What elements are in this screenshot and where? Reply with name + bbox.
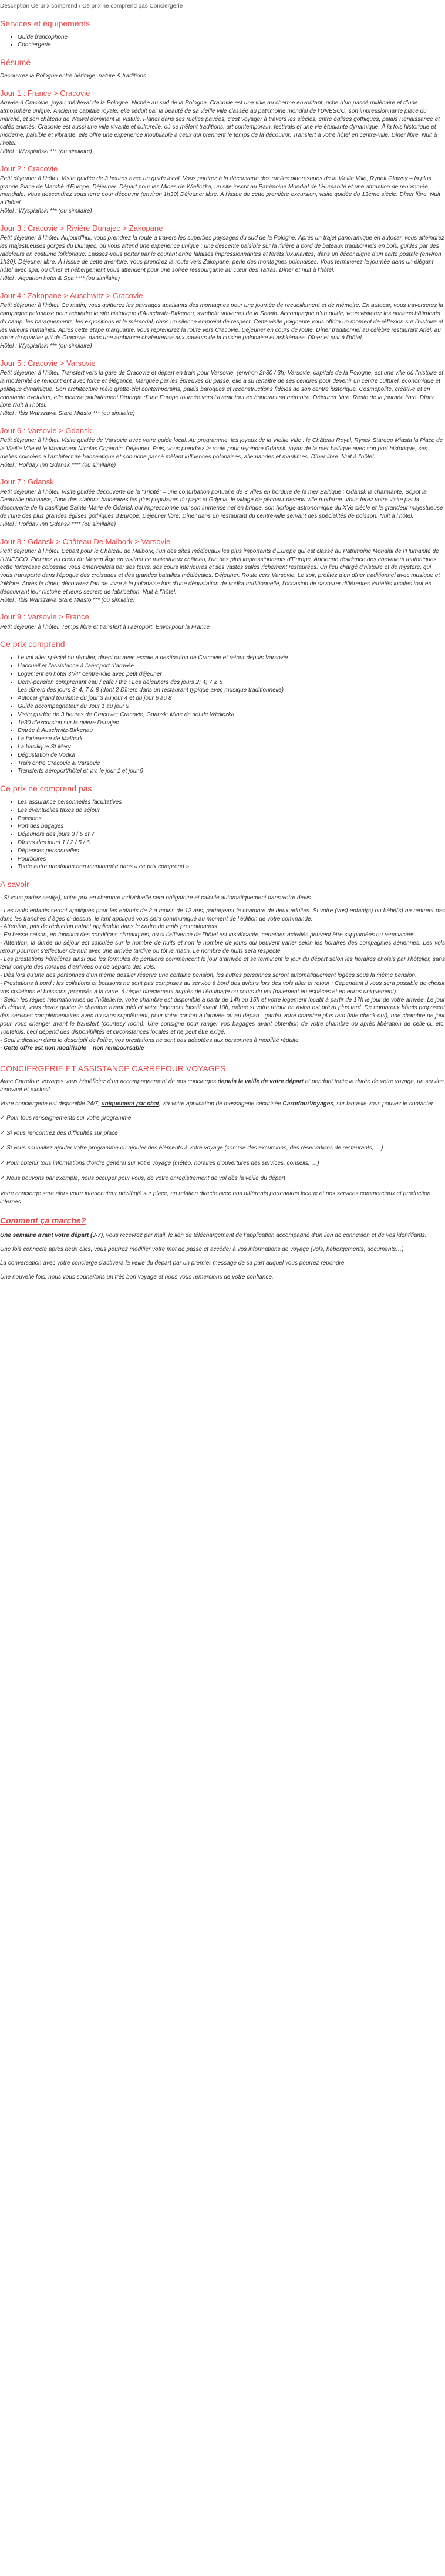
comment-title: Comment ça marche? — [0, 1216, 86, 1226]
services-list — [0, 33, 445, 50]
check-item: ✓ Si vous souhaitez ajouter votre programme ou ajouter des éléments à votre voyage (comme des excursions, des réservations de restaurants, …) — [0, 1145, 383, 1152]
text-span: , via votre application de messagerie sécurisée — [159, 1101, 283, 1108]
text-span: Avec Carrefour Voyages vous bénéficiez d’un accompagnement de nos concierges — [0, 1078, 218, 1085]
list-item: • Conciergerie — [18, 41, 445, 49]
check-item: ✓ Nous pouvons par exemple, nous occuper pour vous, de votre enregistrement de vol dès la veille du départ — [0, 1175, 285, 1182]
carrefour-concierge: Votre concierge sera alors votre interlocuteur privilégié sur place, en relation directe avec nos différents partenaires locaux et nos services commerciaux et production internes. — [0, 1190, 431, 1205]
asavoir-line: - Les tarifs enfants seront appliqués pour les enfants de 2 à moins de 12 ans, partageant la chambre de deux adultes. Si votre (vos) enfant(s) ou bébé(s) ne rentrent pas dans les tranches d’âges ci-dessus, le tarif appliqué vous sera communiqué au moment de l’édition de votre commande. — [0, 907, 445, 922]
includes-list — [0, 654, 445, 776]
day-8 — [0, 537, 445, 605]
day-title: Jour 1 : France > Cracovie — [0, 88, 90, 97]
day-hotel: Hôtel : Wyspiański *** (ou similaire) — [0, 208, 92, 215]
asavoir-line: - Seul indication dans le descriptif de l’offre, vos prestations ne sont pas adaptées aux personnes à mobilité réduite. — [0, 1037, 301, 1044]
resume-title: Résumé — [0, 58, 31, 68]
text-span-bold: Une semaine avant votre départ (J-7) — [0, 1232, 103, 1239]
list-item: • Train entre Cracovie & Varsovie — [18, 760, 445, 768]
text-span-bold: depuis la veille de votre départ — [217, 1078, 304, 1085]
text-span: Votre conciergerie est disponible 24/7, — [0, 1101, 102, 1108]
closing-line: Une nouvelle fois, nous vous souhaitons un très bon voyage et nous vous remercions de votre confiance. — [0, 1274, 274, 1281]
comment-step-3: La conversation avec votre concierge s’activera la veille du départ par un premier message de sa part auquel vous pourrez répondre. — [0, 1260, 346, 1267]
day-text: Petit déjeuner à l’hôtel. Aujourd’hui, vous prendrez la route à travers les superbes paysages du sud de la Pologne. Après un trajet panoramique en autocar, vous atteindrez les majestueuses gorges du Dunajec, où vous attend une expérience unique : une descente paisible sur la rivière à bord de bateaux traditionnels en bois, guidés par des radeleurs en costume folklorique. Laissez-vous porter par le courant entre falaises impressionnantes et forêts luxuriantes, dans un décor digne d’un carte postale (environ 1h30). Déjeuner libre. À l’issue de cette aventure, vous prendrez la route vers Zakopane, perle des montagnes polonaises. Vous terminerez la journée dans un élégant hôtel avec spa, où dîner et hébergement vous attendent pour une soirée ressourçante au cœur des Tatras. Dîner et nuit à l’hôtel. — [0, 235, 444, 274]
list-item: • La forteresse de Malbork — [18, 735, 445, 743]
list-item: • 1h30 d’excursion sur la rivière Dunajec — [18, 719, 445, 727]
day-hotel: Hôtel : Holiday Inn Gdansk **** (ou similaire) — [0, 521, 116, 528]
services-title: Services et équipements — [0, 18, 90, 28]
list-item: • Les éventuelles taxes de séjour — [18, 807, 445, 815]
text-span-bold: CarrefourVoyages — [282, 1101, 333, 1108]
asavoir-line: - Attention, la durée du séjour est calculée sur le nombre de nuits et non le nombre de jours qui peuvent varier selon les horaires des compagnies aériennes. Les vols retour pourront s’effectuer de nuit avec une arrivée tardive ou tôt le matin. Le nombre de nuits sera respecté. — [0, 939, 445, 955]
day-text: Petit déjeuner à l’hôtel. Visite guidée de 3 heures avec un guide local. Vous partirez à la découverte des ruelles pittoresques de la Vieille Ville, Rynek Glowny – la plus grande Place de Marché d’Europe. Déjeuner. Départ pour les Mines de Wieliczka, un site inscrit au Patrimoine Mondial de l’Humanité et une attraction de renommée mondiale. Vous descendrez sous terre pour découvrir (environ 1h30) Déjeuner libre. À l’issue de cette première excursion, visite guidée du 13ème siècle. Dîner libre. Nuit à l’hôtel. — [0, 175, 441, 207]
day-title: Jour 8 : Gdansk > Château De Malbork > Varsovie — [0, 537, 171, 546]
day-hotel: Hôtel : Wyspiański *** (ou similaire) — [0, 343, 92, 350]
list-item: Les dîners des jours 3; 4; 7 & 8 (dont 2 Dîners dans un restaurant typique avec musique traditionnelle) — [18, 687, 284, 694]
list-item: • Port des bagages — [18, 822, 445, 831]
asavoir-line: - En basse saison, en fonction des conditions climatiques, ou si l’affluence de l’hôtel est insuffisante, certaines activités peuvent être supprimées ou remplacées. — [0, 932, 417, 939]
list-item: • Déjeuners des jours 3 / 5 et 7 — [18, 831, 445, 839]
excludes-list — [0, 798, 445, 871]
day-title: Jour 2 : Cracovie — [0, 164, 58, 173]
list-item: • Le vol aller spécial ou régulier, direct ou avec escale à destination de Cracovie et retour depuis Varsovie — [18, 654, 445, 662]
comment-step-1 — [0, 1232, 445, 1240]
day-text: Petit déjeuner à l’hôtel. Transfert vers la gare de Cracovie et départ en train pour Varsovie, (environ 2h30 / 3h) Varsovie, capitale de la Pologne, est une ville où l’histoire et la modernité se rencontrent avec force et élégance. Marquée par les épreuves du passé, elle a su renaître de ses cendres pour devenir un centre culturel, économique et politique dynamique. Son architecture mêle gratte-ciel contemporains, palais baroques et reconstructions fidèles de son centre historique. Cosmopolite, créative et en constante évolution, elle incarne parfaitement l’énergie d’une Europe tournée vers l’avenir tout en honorant sa mémoire. Déjeuner libre. Reste de la journée libre. Dîner libre Nuit à l’hôtel. — [0, 370, 444, 409]
check-item: ✓ Pour obtenir tous informations d’ordre général sur votre voyage (météo, horaires d’ouvertures des services, conseils, …) — [0, 1160, 319, 1167]
asavoir-block — [0, 894, 445, 1053]
asavoir-line: - Si vous partez seul(e), votre prix en chambre individuelle sera obligatoire et calculé automatiquement dans votre devis. — [0, 895, 312, 901]
day-text: Petit déjeuner à l’hôtel. Départ pour le Château de Malbork, l’un des sites médiévaux les plus importants d’Europe qui est classé au Patrimoine Mondial de l’Humanité de l’UNESCO. Plongez au cœur du Moyen Âge en visitant ce majestueux château, l’un des plus impressionnants d’Europe. Ancienne résidence des chevaliers teutoniques, cette forteresse colossale vous émerveillera par ses tours, ses cours intérieures et ses vastes salles richement restaurées. Un lieu chargé d’histoire et de mystère, qui vous transporte dans l’époque des croisades et des grandes batailles médiévales. Déjeuner. Route vers Varsovie. Le soir, profitez d’un dîner traditionnel avec musique et folklore. Après le dîner, découvrez l’art de vivre à la polonaise lors d’une dégustation de vodka traditionnelle, l’occasion de savourer différentes variétés locales tout en découvrant leur histoire et leurs secrets de fabrication. Nuit à l’hôtel. — [0, 548, 440, 595]
list-item: • Les assurance personnelles facultatives — [18, 798, 445, 807]
day-7 — [0, 477, 445, 528]
list-item: • La basilique St Mary — [18, 743, 445, 751]
list-item: • Dîners des jours 1 / 2 / 5 / 6 — [18, 839, 445, 847]
page — [0, 0, 445, 1282]
text-span: et pendant toute la durée de votre voyage, un service innovant et exclusif. — [0, 1078, 444, 1094]
list-item: • Demi-pension comprenant eau / café / thé : Les déjeuners des jours 2; 4; 7 & 8 — [18, 679, 445, 687]
day-6 — [0, 426, 445, 469]
day-text: Petit déjeuner à l’hôtel. Ce matin, vous quitterez les paysages apaisants des montagnes pour une journée de recueillement et de mémoire. En autocar, vous traverserez la campagne polonaise pour rejoindre le site historique d’Auschwitz-Birkenau, symbole universel de la Shoah. Accompagné d’un guide, vous visiterez les anciens bâtiments du camp, les baraquements, les expositions et le mémorial, dans un silence empreint de respect. Cette visite poignante vous offrira un moment de réflexion sur l’histoire et les valeurs humaines. Après cette étape marquante, vous reprendrez la route vers Cracovie. Déjeuner en cours de route. Dîner traditionnel au célèbre restaurant Ariel, au cœur du quartier juif de Cracovie, dans une ambiance chaleureuse aux saveurs de la cuisine polonaise et ashkénaze. Dîner et nuit à l’hôtel. — [0, 302, 443, 342]
carrefour-availability — [0, 1100, 445, 1108]
list-item: • Transferts aéroport/hôtel et v.v. le jour 1 et jour 9 — [18, 767, 445, 776]
list-item: • Guide francophone — [18, 33, 445, 42]
day-title: Jour 5 : Cracovie > Varsovie — [0, 358, 96, 367]
list-item: • Autocar grand tourisme du jour 3 au jour 4 et du jour 6 au 8 — [18, 694, 445, 703]
day-hotel: Hôtel : Ibis Warszawa Stare Miasto *** (ou similaire) — [0, 596, 135, 603]
list-item: • Toute autre prestation non mentionnée dans « ce prix comprend » — [18, 863, 445, 871]
text-span-underlined: uniquement par chat — [101, 1101, 159, 1108]
list-item: • Entrée à Auschwitz-Birkenau — [18, 727, 445, 735]
list-item: • Boissons — [18, 815, 445, 823]
list-item: • L’accueil et l’assistance à l’aéroport d’arrivée — [18, 662, 445, 670]
asavoir-line: - Dès lors qu’une des personnes d’un même dossier réserve une certaine pension, les autres personnes seront automatiquement logées sous la même pension. — [0, 972, 417, 979]
day-title: Jour 3 : Cracovie > Rivière Dunajec > Zakopane — [0, 223, 163, 232]
carrefour-title: CONCIERGERIE ET ASSISTANCE CARREFOUR VOYAGES — [0, 1064, 226, 1074]
day-title: Jour 9 : Varsovie > France — [0, 612, 89, 622]
comment-step-2: Une fois connecté après deux clics, vous pourrez modifier votre mot de passe et accéder à vos informations de voyage (vols, hébergements, documents…). — [0, 1246, 406, 1253]
excludes-title: Ce prix ne comprend pas — [0, 784, 92, 794]
list-item: • Guide accompagnateur du Jour 1 au jour 9 — [18, 703, 445, 711]
check-item: ✓ Si vous rencontrez des difficultés sur place — [0, 1129, 118, 1137]
list-item: • Dégustation de Vodka — [18, 751, 445, 760]
list-item: • Logement en hôtel 3*/4* centre-ville avec petit déjeuner — [18, 670, 445, 679]
day-3 — [0, 224, 445, 283]
asavoir-line: - Prestations à bord : les collations et boissons ne sont pas comprises au service à bord des avions lors des vols aller et retour ; Cependant il vous sera possible de choisir vos collations et boissons proposés à la carte, à régler directement auprès de l’équipage ou cours du vol (paiement en espèces et en euros uniquement). — [0, 980, 445, 995]
day-hotel: Hôtel : Wyspiański *** (ou similaire) — [0, 148, 92, 155]
day-9 — [0, 612, 445, 631]
day-hotel: Hôtel : Aquarion hotel & Spa **** (ou similaire) — [0, 275, 120, 282]
day-4 — [0, 291, 445, 350]
list-item: • Visite guidée de 3 heures de Cracovie; Cracovie; Gdansk; Mine de sel de Wieliczka — [18, 711, 445, 719]
day-text: Petit déjeuner à l’hôtel. Visite guidée de Varsovie avec votre guide local. Au programme, les joyaux de la Vieille Ville : le Château Royal, Rynek Starego Miasta la Place de la Vieille Ville et le Monument Nicolas Copernic. Déjeuner. Puis, vous prendrez la route pour rejoindre Gdansk, joyau de la mer baltique avec son port historique, ses ruelles colorées à l’architecture hanséatique et son riche passé mêlant influences polonaises, allemandes et maritimes. Dîner libre. Nuit à l’hôtel. — [0, 437, 443, 460]
asavoir-title: A savoir — [0, 879, 29, 889]
check-item: ✓ Pour tous renseignements sur votre programme — [0, 1114, 132, 1121]
day-title: Jour 7 : Gdansk — [0, 477, 54, 487]
carrefour-intro — [0, 1078, 445, 1094]
day-text: Petit déjeuner à l’hôtel. Visite guidée découverte de la “Tricité” – une conurbation portuaire de 3 villes en bordure de la mer Baltique : Gdansk la charmante, Sopot la Deauville polonaise, l’une des stations balnéaires les plus populaires du pays et Gdynia, le village de pêcheur devenu ville moderne. Vous ferez votre visite par la découverte de la basilique Sainte-Marie de Gdańsk qui impressionne par son immense nef en brique, son horloge astronomique du XVe siècle et la grandeur majestueuse de l’une des plus grandes églises gothiques d’Europe. Déjeuner libre. Dîner dans un restaurant du centre-ville servant des spécialités de poisson. Nuit à l’hôtel. — [0, 488, 443, 520]
day-text: Petit déjeuner à l’hôtel. Temps libre et transfert à l’aéroport. Envol pour la France — [0, 623, 210, 630]
asavoir-line: - Selon les règles internationales de l’hôtellerie, votre chambre est disponible à partir de 14h ou 15h et votre logement locatif à partir de 17h le jour de votre arrivée. Le jour du départ, vous devez quitter la chambre avant midi et votre logement locatif avant 10h, même si votre retour en avion est prévu plus tard. De nombreux hôtels proposent des services complémentaires avec ou sans supplément, pour votre confort à l’arrivée ou au départ : garder votre chambre plus tard (late check-out), une chambre de jour pour vous changer avant le transfert (courtesy room). Une consigne pour ranger vos bagages avant obtention de votre chambre ou après libération de celle-ci, etc. Toutefois, ceci dépend des disponibilités et circonstances locales et ne peut être exigé. — [0, 996, 445, 1036]
day-text: Arrivée à Cracovie, joyau médiéval de la Pologne. Nichée au sud de la Pologne, Cracovie est une ville au charme envoûtant, riche d’un passé millénaire et d’une atmosphère unique. Ancienne capitale royale, elle séduit par la beauté de sa vieille ville classée au patrimoine mondial de l’UNESCO, son impressionnante place du marché, et son château de Wawel dominant la Vistule. Flâner dans ses ruelles pavées, c’est voyager à travers les siècles, entre églises gothiques, palais Renaissance et cafés animés. Cracovie est aussi une ville vivante et culturelle, où se mêlent traditions, art contemporain, festivals et une vie étudiante dynamique. À la fois historique et moderne, paisible et vibrante, elle offre une expérience inoubliable à ceux qui prennent le temps de la découvrir. Transfert à votre hôtel en centre-ville. Dîner libre. Nuit à l’hôtel. — [0, 100, 440, 147]
day-hotel: Hôtel : Ibis Warszawa Stare Miasto *** (ou similaire) — [0, 410, 135, 417]
day-title: Jour 6 : Varsovie > Gdansk — [0, 426, 92, 435]
day-hotel: Hôtel : Holiday Inn Gdansk **** (ou similaire) — [0, 461, 116, 468]
day-2 — [0, 164, 445, 215]
day-5 — [0, 359, 445, 418]
intro-line: Description Ce prix comprend / Ce prix ne comprend pas Conciergerie — [0, 3, 183, 9]
resume-text: Découvrez la Pologne entre héritage, nature & traditions — [0, 72, 147, 79]
includes-title: Ce prix comprend — [0, 639, 65, 649]
text-span: , vous recevrez par mail, le lien de téléchargement de l’application accompagné d’un lien de connexion et de vos identifiants. — [103, 1232, 427, 1239]
day-1 — [0, 89, 445, 156]
day-title: Jour 4 : Zakopane > Auschwitz > Cracovie — [0, 291, 143, 300]
text-span: , sur laquelle vous pouvez le contacter : — [333, 1101, 437, 1108]
asavoir-line: - Les prestations hôtelières ainsi que les formules de pensions commencent le jour d’arrivée et se terminent le jour du départ selon les horaires choisis par l’hôtelier, sans tenir compte des horaires d’arrivées ou de départs des vols. — [0, 956, 445, 971]
list-item: • Pourboires — [18, 855, 445, 864]
asavoir-line: - Cette offre est non modifiable – non remboursable — [0, 1045, 144, 1052]
list-item: • Dépenses personnelles — [18, 847, 445, 855]
asavoir-line: - Attention, pas de réduction enfant applicable dans le cadre de tarifs promotionnels. — [0, 923, 219, 930]
